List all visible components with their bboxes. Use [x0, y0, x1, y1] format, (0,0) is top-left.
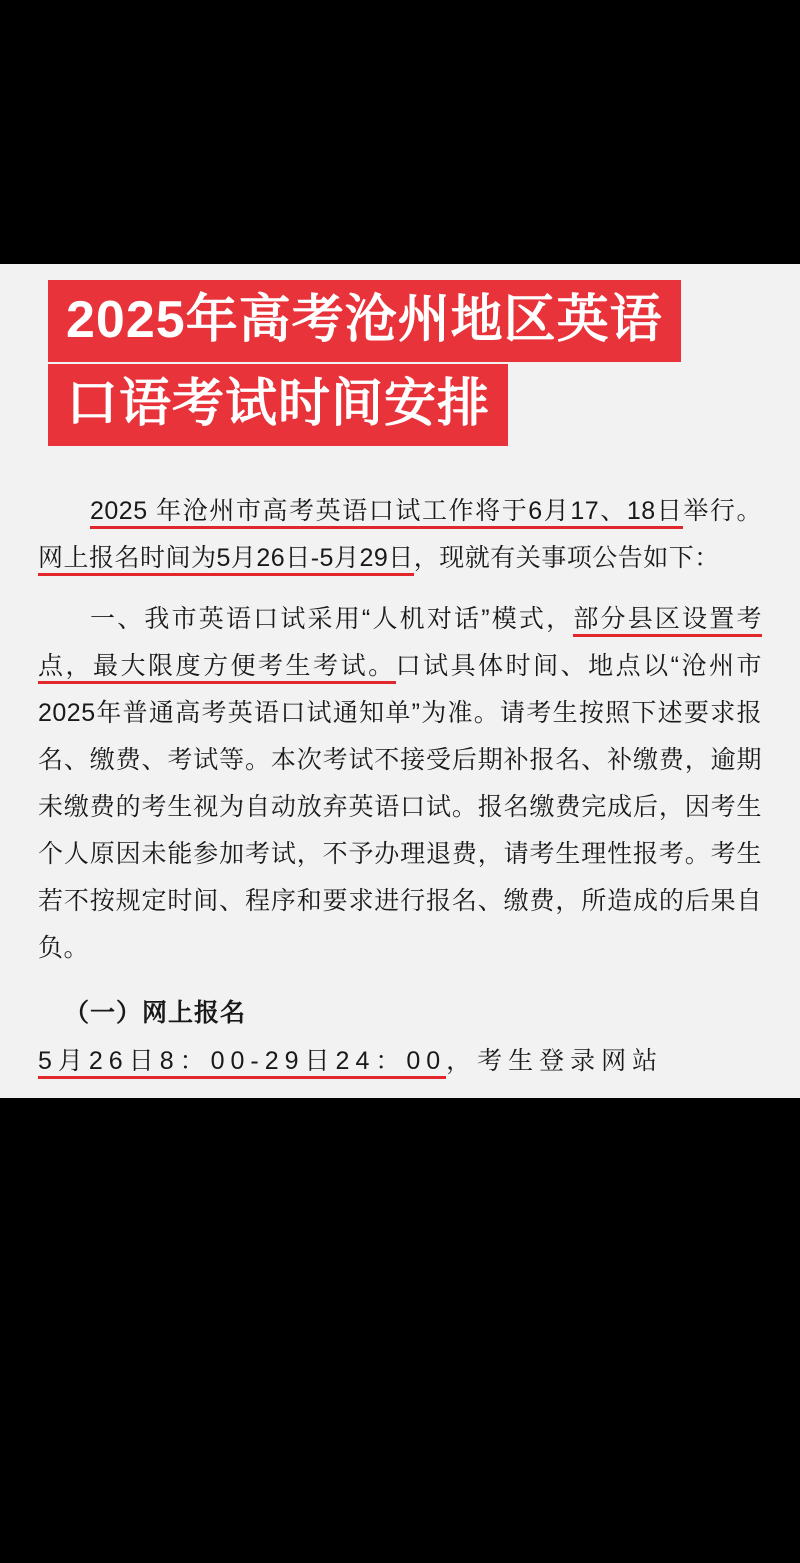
- letterbox-bottom: [0, 1098, 800, 1563]
- paragraph-2: [38, 596, 762, 972]
- paragraph-1-highlight-b: 网上报名时间为5月26日-5月29日: [38, 544, 414, 576]
- paragraph-1: [38, 488, 762, 582]
- paragraph-1-highlight-a: 2025 年沧州市高考英语口试工作将于6月17、18日: [90, 497, 683, 529]
- last-line-text: ，考生登录网站: [446, 1047, 664, 1075]
- last-line-highlight: 5月26日8：00-29日24：00: [38, 1047, 446, 1079]
- title-line-2: 口语考试时间安排: [48, 364, 508, 446]
- paragraph-2-highlight: 部分县区设置考点，最大限度方便考生考试。: [38, 605, 762, 684]
- paragraph-1-text-d: ，现就有关事项公告如下：: [413, 544, 720, 572]
- document-body: [0, 460, 800, 1098]
- subheading-online-registration: （一）网上报名: [64, 999, 247, 1027]
- title-banner: [0, 264, 800, 460]
- paragraph-2-text-c: 口试具体时间、地点以“沧州市2025年普通高考英语口试通知单”为准。请考生按照下述要求报名、缴费、考试等。本次考试不接受后期补报名、补缴费，逾期未缴费的考生视为自动放弃英语口试。报名缴费完成后，因考生个人原因未能参加考试，不予办理退费，请考生理性报考。考生若不按规定时间、程序和要求进行报名、缴费，所造成的后果自负。: [38, 652, 762, 962]
- title-line-1: 2025年高考沧州地区英语: [48, 280, 681, 362]
- letterbox-top: [0, 0, 800, 264]
- document-card: [0, 264, 800, 1098]
- paragraph-2-text-a: 一、我市英语口试采用“人机对话”模式，: [90, 605, 574, 633]
- last-line: [38, 1039, 762, 1083]
- paragraph-1-text-b: 举行。: [683, 497, 762, 525]
